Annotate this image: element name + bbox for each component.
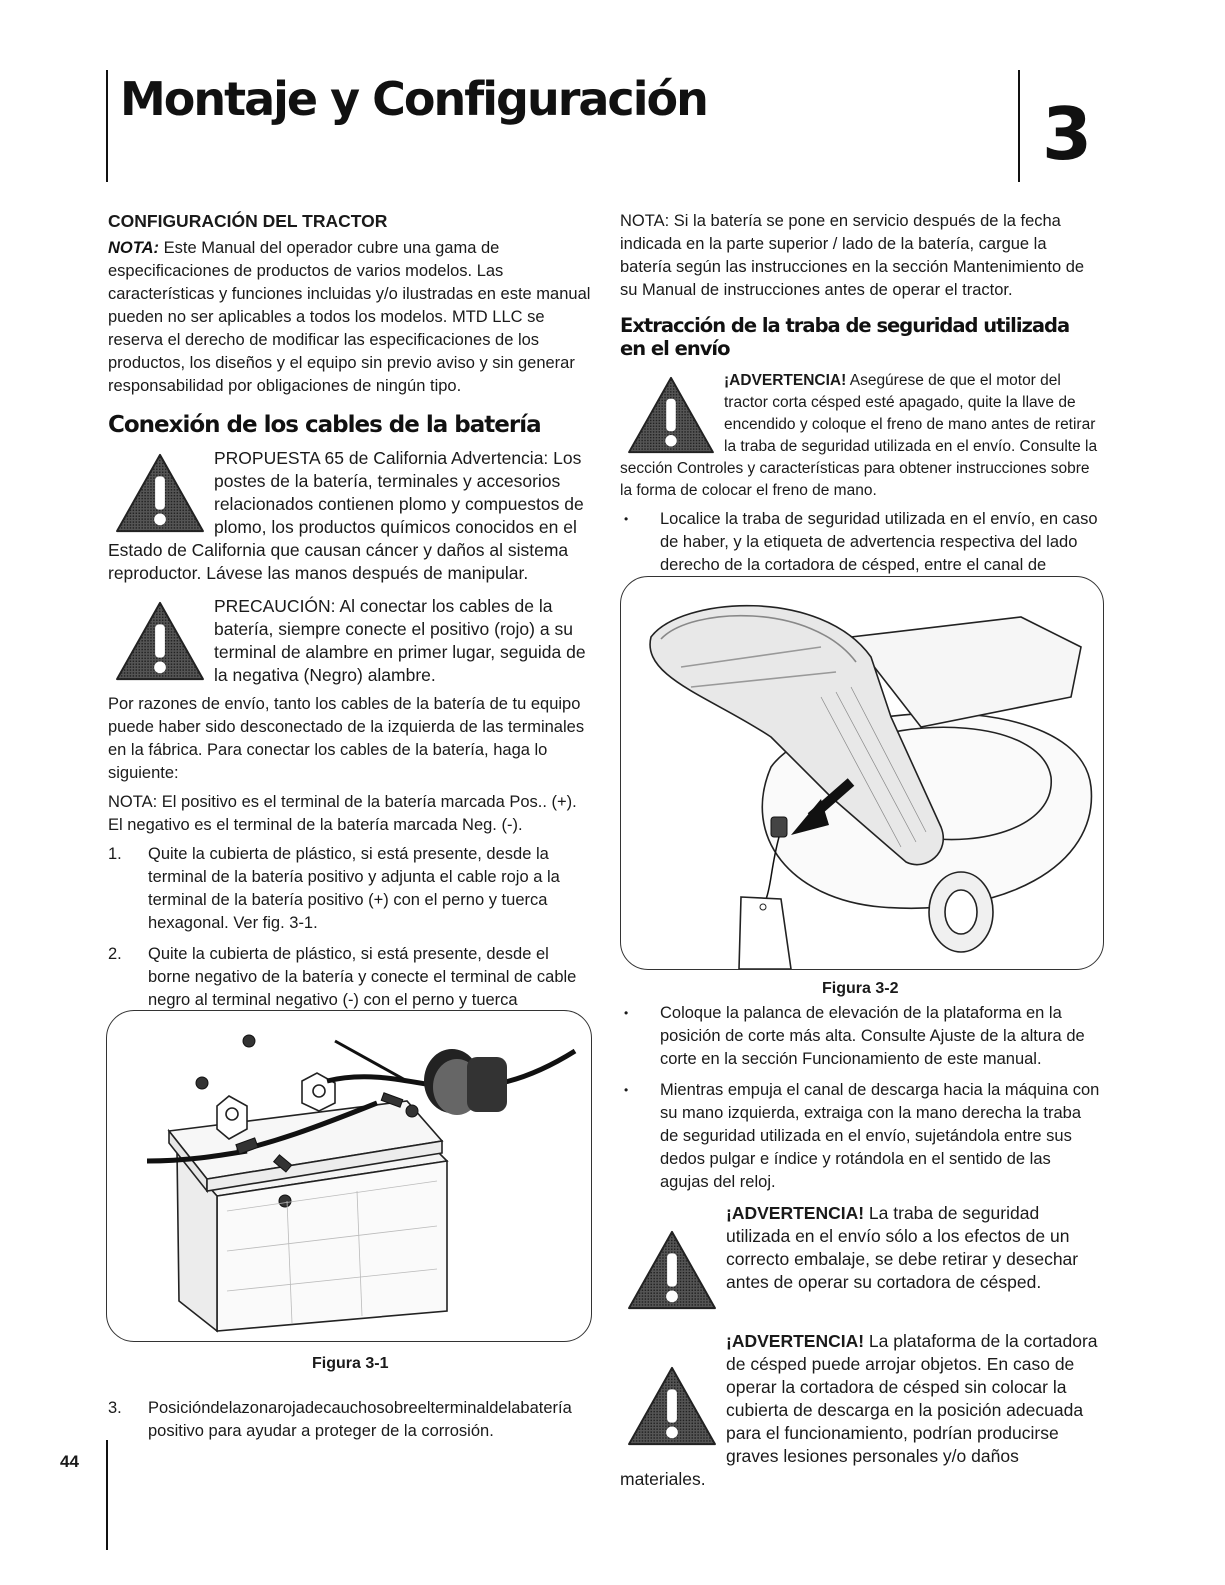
right-column-top <box>620 210 1100 608</box>
header-rule-left <box>106 70 108 182</box>
footer-rule <box>106 1440 108 1550</box>
warning-triangle-icon <box>626 1228 718 1312</box>
figure-3-2-caption: Figura 3-2 <box>822 980 899 997</box>
left-column <box>108 210 592 1043</box>
page-number: 44 <box>60 1452 79 1471</box>
warning-label: ¡ADVERTENCIA! <box>726 1203 865 1223</box>
page-title: Montaje y Configuración <box>120 72 707 126</box>
figure-3-1 <box>106 1010 592 1342</box>
figure-3-2 <box>620 576 1104 970</box>
warning-label: ¡ADVERTENCIA! <box>724 372 847 389</box>
step-text: Quite la cubierta de plástico, si está presente, desde el borne negativo de la batería y conecte el terminal de cable negro al terminal negativo (-) con el perno y tuerca <box>148 945 577 1009</box>
step-number: 1. <box>108 845 122 863</box>
list-item <box>108 843 592 935</box>
warning-parking-brake <box>620 370 1100 502</box>
warning-caution <box>108 595 592 687</box>
chapter-number: 3 <box>1042 92 1093 176</box>
list-item <box>108 1397 598 1443</box>
battery-illustration <box>107 1011 591 1341</box>
step-number: 3. <box>108 1399 122 1417</box>
service-note: NOTA: Si la batería se pone en servicio después de la fecha indicada en la parte superior / lado de la batería, cargue la batería según las instrucciones en la sección Mantenimiento de su Manual de instrucciones antes de operar el tractor. <box>620 212 1085 299</box>
warning-triangle-icon <box>114 599 206 683</box>
shipping-paragraph: Por razones de envío, tanto los cables de la batería de tu equipo puede haber sido desconectado de la izquierda de las terminales en la fábrica. Para conectar los cables de la batería, haga lo siguiente: <box>108 695 585 782</box>
bullet-list-2 <box>620 1002 1100 1194</box>
note-text: Este Manual del operador cubre una gama de especificaciones de productos de varios modelos. Las características y funciones incluidas y/o ilustradas en este manual pueden no ser aplicables a todos los modelos. MTD LLC se reserva el derecho de modificar las especificaciones de los productos, los diseños y el equipo sin previo aviso y sin generar responsabilidad por obligaciones de ningún tipo. <box>108 239 591 395</box>
warning-triangle-icon <box>626 1364 718 1448</box>
step-text: Quite la cubierta de plástico, si está presente, desde la terminal de la batería positivo y adjunta el cable rojo a la terminal de la batería positivo (+) con el perno y tuerca hexagonal. Ver fig. 3-1. <box>148 845 560 932</box>
warning-shipping-lock <box>620 1202 1100 1312</box>
warning-triangle-icon <box>626 374 716 456</box>
section-title-configuracion: CONFIGURACIÓN DEL TRACTOR <box>108 211 388 231</box>
figure-3-1-caption: Figura 3-1 <box>312 1355 389 1372</box>
note-paragraph <box>108 237 592 398</box>
battery-heading: Conexión de los cables de la batería <box>108 412 541 438</box>
warning-text: La plataforma de la cortadora de césped puede arrojar objetos. En caso de operar la cortadora de césped sin colocar la cubierta de descarga en la posición adecuada para el funcionamiento, podrían producirse graves lesiones personales y/o daños materiales. <box>620 1331 1098 1489</box>
battery-steps <box>108 843 592 1035</box>
warning-thrown-objects <box>620 1330 1100 1491</box>
warning-caution-text: PRECAUCIÓN: Al conectar los cables de la batería, siempre conecte el positivo (rojo) a su terminal de alambre en primer lugar, seguida de la negativa (Negro) alambre. <box>214 596 586 685</box>
header-rule-right <box>1018 70 1020 182</box>
warning-triangle-icon <box>114 451 206 535</box>
step-3 <box>108 1393 598 1451</box>
warning-prop65-text: PROPUESTA 65 de California Advertencia: Los postes de la batería, terminales y accesorios relacionados contienen plomo y compuestos de plomo, los productos químicos conocidos en el Estado de California que causan cáncer y daños al sistema reproductor. Lávese las manos después de manipular. <box>108 448 584 583</box>
warning-prop65 <box>108 447 592 585</box>
list-item: • Mientras empuja el canal de descarga hacia la máquina con su mano izquierda, extraiga con la mano derecha la traba de seguridad utilizada en el envío, sujetándola entre sus dedos pulgar e índice y rotándola en el sentido de las agujas del reloj. <box>620 1079 1100 1194</box>
warning-text: La traba de seguridad utilizada en el envío sólo a los efectos de un correcto embalaje, se debe retirar y desechar antes de operar su cortadora de césped. <box>726 1203 1079 1292</box>
right-column-bottom <box>620 1002 1100 1491</box>
step-number: 2. <box>108 945 122 963</box>
warning-text: Asegúrese de que el motor del tractor corta césped esté apagado, quite la llave de encendido y coloque el freno de mano antes de retirar la traba de seguridad utilizada en el envío. Consulte la sección Controles y características para obtener instrucciones sobre la forma de colocar el freno de mano. <box>620 372 1098 499</box>
mower-deck-illustration <box>621 577 1103 969</box>
note-label: NOTA: <box>108 239 160 257</box>
list-item: • Localice la traba de seguridad utilizada en el envío, en caso de haber, y la etiqueta de advertencia respectiva del lado derecho de la cortadora de césped, entre el canal de <box>620 508 1100 600</box>
shipping-lock-heading: Extracción de la traba de seguridad utilizada en el envío <box>620 314 1070 360</box>
step-text: Posicióndelazonarojadecauchosobreelterminaldelabatería positivo para ayudar a proteger de la corrosión. <box>148 1399 572 1440</box>
warning-label: ¡ADVERTENCIA! <box>726 1331 865 1351</box>
polarity-note: NOTA: El positivo es el terminal de la batería marcada Pos.. (+). El negativo es el terminal de la batería marcada Neg. (-). <box>108 793 577 834</box>
list-item: • Coloque la palanca de elevación de la plataforma en la posición de corte más alta. Consulte Ajuste de la altura de corte en la sección Funcionamiento de este manual. <box>620 1002 1100 1071</box>
